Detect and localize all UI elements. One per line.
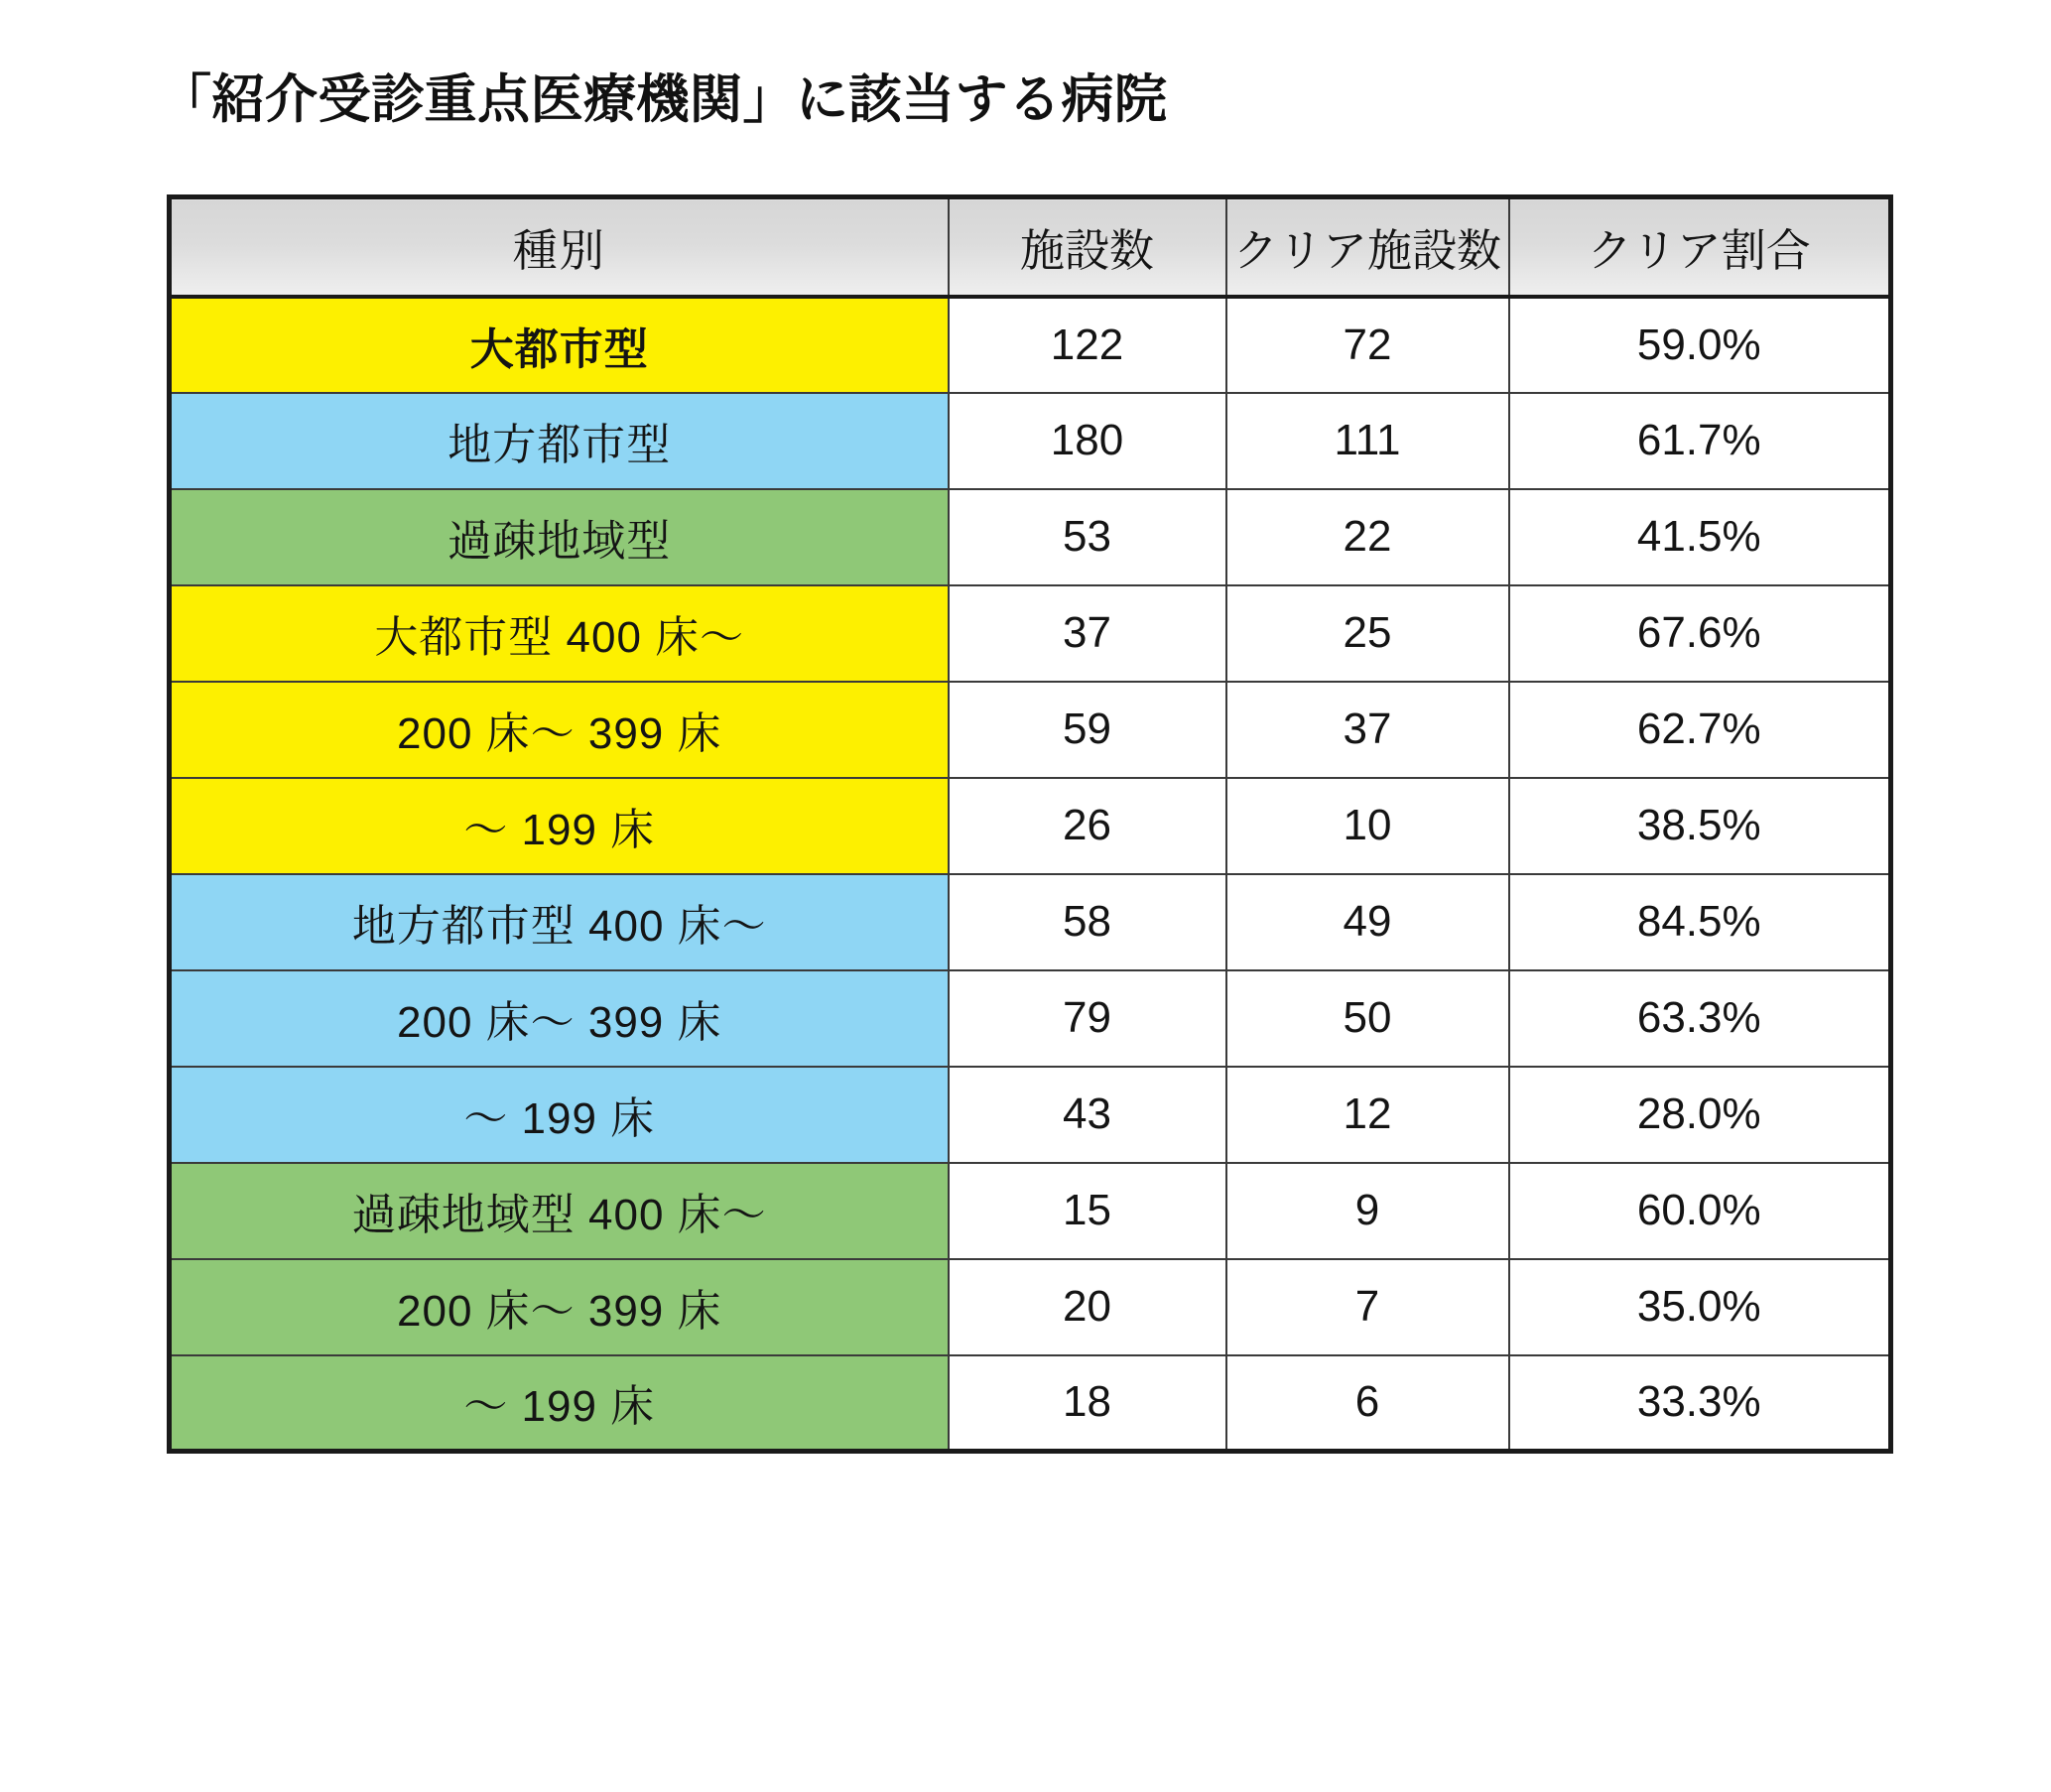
cell-type: 〜 199 床: [170, 778, 949, 874]
cell-type: 200 床〜 399 床: [170, 1259, 949, 1355]
column-header-rate: クリア割合: [1509, 197, 1891, 297]
table-header: [170, 197, 1891, 297]
cell-rate: 84.5%: [1509, 874, 1891, 970]
cell-facilities: 15: [949, 1163, 1226, 1259]
hospital-table: [167, 194, 1893, 1454]
cell-facilities: 53: [949, 489, 1226, 585]
cell-rate: 41.5%: [1509, 489, 1891, 585]
cell-type: 〜 199 床: [170, 1067, 949, 1163]
cell-rate: 63.3%: [1509, 970, 1891, 1067]
cell-cleared: 6: [1226, 1355, 1509, 1452]
cell-facilities: 43: [949, 1067, 1226, 1163]
table-row: [170, 778, 1891, 874]
cell-type: 過疎地域型: [170, 489, 949, 585]
table-row: [170, 1067, 1891, 1163]
cell-cleared: 111: [1226, 393, 1509, 489]
table-row: [170, 393, 1891, 489]
cell-type: 地方都市型: [170, 393, 949, 489]
cell-facilities: 79: [949, 970, 1226, 1067]
cell-facilities: 18: [949, 1355, 1226, 1452]
cell-cleared: 7: [1226, 1259, 1509, 1355]
cell-type: 200 床〜 399 床: [170, 970, 949, 1067]
cell-type: 200 床〜 399 床: [170, 682, 949, 778]
cell-facilities: 26: [949, 778, 1226, 874]
cell-type: 大都市型: [170, 297, 949, 393]
cell-rate: 62.7%: [1509, 682, 1891, 778]
table-row: [170, 489, 1891, 585]
cell-cleared: 12: [1226, 1067, 1509, 1163]
cell-type: 過疎地域型 400 床〜: [170, 1163, 949, 1259]
cell-rate: 59.0%: [1509, 297, 1891, 393]
cell-cleared: 72: [1226, 297, 1509, 393]
cell-facilities: 180: [949, 393, 1226, 489]
column-header-type: 種別: [170, 197, 949, 297]
cell-rate: 67.6%: [1509, 585, 1891, 682]
table-header-row: [170, 197, 1891, 297]
cell-rate: 28.0%: [1509, 1067, 1891, 1163]
table-row: [170, 682, 1891, 778]
cell-facilities: 59: [949, 682, 1226, 778]
cell-facilities: 20: [949, 1259, 1226, 1355]
cell-rate: 60.0%: [1509, 1163, 1891, 1259]
cell-cleared: 50: [1226, 970, 1509, 1067]
cell-rate: 38.5%: [1509, 778, 1891, 874]
table-container: [167, 194, 1888, 1454]
cell-rate: 61.7%: [1509, 393, 1891, 489]
cell-rate: 35.0%: [1509, 1259, 1891, 1355]
table-row: [170, 585, 1891, 682]
cell-facilities: 37: [949, 585, 1226, 682]
table-row: [170, 874, 1891, 970]
cell-cleared: 25: [1226, 585, 1509, 682]
cell-facilities: 122: [949, 297, 1226, 393]
cell-cleared: 10: [1226, 778, 1509, 874]
table-row: [170, 297, 1891, 393]
column-header-cleared: クリア施設数: [1226, 197, 1509, 297]
cell-cleared: 9: [1226, 1163, 1509, 1259]
cell-type: 大都市型 400 床〜: [170, 585, 949, 682]
cell-cleared: 22: [1226, 489, 1509, 585]
column-header-facilities: 施設数: [949, 197, 1226, 297]
cell-cleared: 37: [1226, 682, 1509, 778]
cell-type: 〜 199 床: [170, 1355, 949, 1452]
table-row: [170, 1259, 1891, 1355]
cell-rate: 33.3%: [1509, 1355, 1891, 1452]
cell-cleared: 49: [1226, 874, 1509, 970]
page-title: 「紹介受診重点医療機関」に該当する病院: [159, 70, 1168, 129]
table-body: [170, 297, 1891, 1452]
table-row: [170, 970, 1891, 1067]
cell-type: 地方都市型 400 床〜: [170, 874, 949, 970]
table-row: [170, 1163, 1891, 1259]
cell-facilities: 58: [949, 874, 1226, 970]
table-row: [170, 1355, 1891, 1452]
